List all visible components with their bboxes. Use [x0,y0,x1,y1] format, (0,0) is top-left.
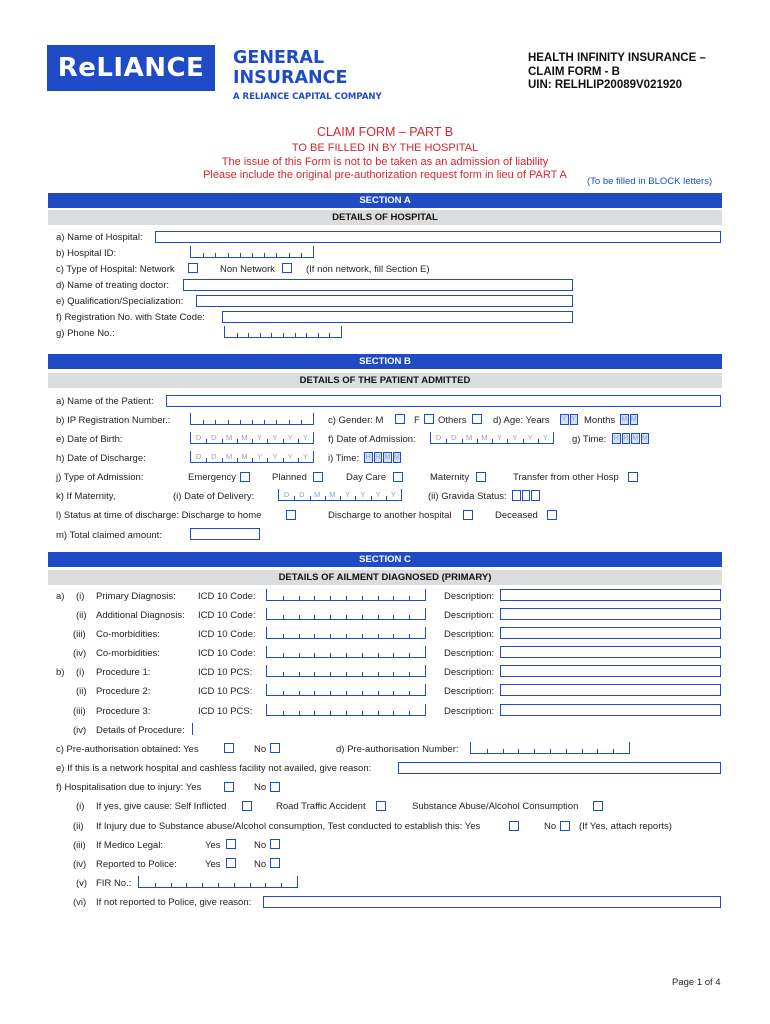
procedure-details-label: Details of Procedure: [96,725,185,736]
diagnosis-label: Primary Diagnosis: [96,591,176,602]
day-care-checkbox[interactable] [393,472,403,482]
cashless-reason-label: e) If this is a network hospital and cashless facility not availed, give reason: [56,763,372,774]
admission-time-label: g) Time: [572,434,607,445]
doc-title-line3: UIN: RELHLIP20089V021920 [528,79,683,91]
icd-pcs-field[interactable] [266,665,426,677]
emergency-checkbox[interactable] [240,472,250,482]
icd-code-label: ICD 10 Code: [198,648,256,659]
description-label: Description: [444,706,495,717]
if-maternity-label: k) If Maternity, [56,491,116,502]
doctor-name-label: d) Name of treating doctor: [56,280,169,291]
patient-name-field[interactable] [166,395,721,407]
dob-label: e) Date of Birth: [56,434,123,445]
description-label: Description: [444,686,495,697]
company-line2: INSURANCE [233,68,348,88]
preauth-obtained-label: c) Pre-authorisation obtained: Yes [56,744,199,755]
injury-no-checkbox[interactable] [270,782,280,792]
claim-form-title: CLAIM FORM – PART B [316,125,454,139]
age-years-label: d) Age: Years [493,415,550,426]
icd-pcs-label: ICD 10 PCS: [198,706,253,717]
registration-field[interactable] [222,311,573,323]
gravida-field[interactable] [512,490,541,501]
section-b-bar: SECTION B [48,354,722,369]
discharge-home-checkbox[interactable] [286,510,296,520]
hospital-id-label: b) Hospital ID: [56,248,117,259]
block-letters-note: (To be filled in BLOCK letters) [587,176,713,187]
police-yes-checkbox[interactable] [226,858,236,868]
row-number: (ii) [73,821,84,832]
gravida-cell [512,490,521,501]
self-inflicted-checkbox[interactable] [242,801,252,811]
reliance-logo: ReLIANCE [47,45,215,91]
medico-legal-label: If Medico Legal: [96,840,164,851]
time-digit: M [384,454,391,461]
preauth-no-label: No [254,744,267,755]
substance-test-no-label: No [544,821,557,832]
planned-checkbox[interactable] [313,472,323,482]
doctor-name-field[interactable] [183,279,573,291]
substance-test-yes-checkbox[interactable] [509,821,519,831]
deceased-label: Deceased [495,510,538,521]
procedure-details-field[interactable] [191,723,193,735]
non-network-checkbox[interactable] [282,263,292,273]
registration-label: f) Registration No. with State Code: [56,312,205,323]
age-months-label: Months [584,415,616,426]
qualification-label: e) Qualification/Specialization: [56,296,184,307]
diagnosis-label: Additional Diagnosis: [96,610,185,621]
time-digit: H [623,435,629,442]
police-no-label: No [254,859,267,870]
total-claimed-field[interactable] [190,528,260,540]
procedure-label: Procedure 3: [96,706,151,717]
diagnosis-label: Co-morbidities: [96,629,160,640]
doc-title-line1: HEALTH INFINITY INSURANCE – [528,52,706,64]
icd-code-field[interactable] [266,608,426,620]
gender-others-checkbox[interactable] [472,414,482,424]
reported-police-label: Reported to Police: [96,859,177,870]
dob-field[interactable]: D D M M Y Y Y Y [190,432,314,444]
icd-pcs-label: ICD 10 PCS: [198,686,253,697]
icd-pcs-field[interactable] [266,684,426,696]
description-field[interactable] [500,665,721,677]
medico-yes-checkbox[interactable] [226,839,236,849]
row-number: (iii) [73,840,86,851]
medico-no-label: No [254,840,267,851]
diagnosis-label: Co-morbidities: [96,648,160,659]
attach-reports-note: (If Yes, attach reports) [579,821,672,832]
network-checkbox[interactable] [188,263,198,273]
ip-registration-field[interactable] [190,413,314,425]
hospital-id-field[interactable] [190,246,314,258]
injury-yes-checkbox[interactable] [224,782,234,792]
phone-label: g) Phone No.: [56,328,115,339]
preauth-no-checkbox[interactable] [270,743,280,753]
non-network-note: (If non network, fill Section E) [306,264,430,275]
maternity-checkbox[interactable] [476,472,486,482]
gender-female-checkbox[interactable] [424,414,434,424]
non-network-label: Non Network [220,264,275,275]
description-field[interactable] [500,627,721,639]
description-field[interactable] [500,684,721,696]
section-a-title: DETAILS OF HOSPITAL [48,210,722,225]
gravida-cell [531,490,540,501]
age-digit: Y [561,416,567,423]
intro-line2: The issue of this Form is not to be taken as an admission of liability [221,156,549,168]
dod-field[interactable]: D D M M Y Y Y Y [190,451,314,463]
medico-no-checkbox[interactable] [270,839,280,849]
company-tagline: A RELIANCE CAPITAL COMPANY [233,92,382,102]
hospital-type-label: c) Type of Hospital: Network [56,264,175,275]
road-accident-label: Road Traffic Accident [276,801,366,812]
time-digit: M [641,435,648,442]
medico-yes-label: Yes [205,840,221,851]
age-months-field[interactable] [620,414,639,425]
row-number: (vi) [73,897,87,908]
discharge-status-label: l) Status at time of discharge: Discharge to home [56,510,262,521]
description-label: Description: [444,648,495,659]
emergency-label: Emergency [188,472,237,483]
intro-line3: Please include the original pre-authorization request form in lieu of PART A [203,169,567,181]
substance-abuse-checkbox[interactable] [593,801,603,811]
section-a-bar: SECTION A [48,193,722,208]
description-label: Description: [444,629,495,640]
gender-others-label: Others [438,415,467,426]
fir-number-label: FIR No.: [96,878,132,889]
total-claimed-label: m) Total claimed amount: [56,530,162,541]
gender-male-checkbox[interactable] [395,414,405,424]
doc-title-line2: CLAIM FORM - B [528,65,620,78]
icd-code-field[interactable] [266,627,426,639]
row-number: (i) [76,591,85,602]
section-c-title: DETAILS OF AILMENT DIAGNOSED (PRIMARY) [48,570,722,585]
time-digit: M [632,435,639,442]
injury-cause-label: If yes, give cause: Self Inflicted [96,801,227,812]
gender-female-label: F [414,415,420,426]
qualification-field[interactable] [196,295,573,307]
deceased-checkbox[interactable] [547,510,557,520]
delivery-date-label: (i) Date of Delivery: [173,491,255,502]
row-number: (i) [76,801,85,812]
row-number: (ii) [76,610,87,621]
age-digit: Y [571,416,577,423]
ip-registration-label: b) IP Registration Number.: [56,415,171,426]
procedure-label: Procedure 2: [96,686,151,697]
dod-label: h) Date of Discharge: [56,453,146,464]
preauth-number-label: d) Pre-authorisation Number: [336,744,459,755]
description-field[interactable] [500,704,721,716]
not-reported-reason-label: If not reported to Police, give reason: [96,897,252,908]
admission-time-field[interactable] [612,433,650,444]
icd-pcs-label: ICD 10 PCS: [198,667,253,678]
discharge-other-checkbox[interactable] [463,510,473,520]
row-number: (iii) [73,706,86,717]
section-c-bar: SECTION C [48,552,722,567]
police-yes-label: Yes [205,859,221,870]
row-number: (i) [76,667,85,678]
description-field[interactable] [500,589,721,601]
patient-name-label: a) Name of the Patient: [56,396,154,407]
substance-abuse-label: Substance Abuse/Alcohol Consumption [412,801,579,812]
gravida-cell [522,490,531,501]
months-digit: M [630,416,637,423]
discharge-time-label: i) Time: [328,453,360,464]
icd-code-label: ICD 10 Code: [198,610,256,621]
procedure-label: Procedure 1: [96,667,151,678]
description-label: Description: [444,610,495,621]
page-number: Page 1 of 4 [672,977,721,988]
gravida-label: (ii) Gravida Status: [428,491,507,502]
description-label: Description: [444,667,495,678]
time-digit: H [375,454,381,461]
preauth-number-field[interactable] [470,742,630,754]
doa-field[interactable]: D D M M Y Y Y Y [430,432,554,444]
admission-type-label: j) Type of Admission: [56,472,144,483]
not-reported-reason-field[interactable] [263,896,721,908]
discharge-other-label: Discharge to another hospital [328,510,452,521]
cashless-reason-field[interactable] [398,762,721,774]
intro-line1: TO BE FILLED IN BY THE HOSPITAL [291,142,479,154]
hospital-name-label: a) Name of Hospital: [56,232,143,243]
gender-label: c) Gender: M [328,415,384,426]
day-care-label: Day Care [346,472,387,483]
description-field[interactable] [500,646,721,658]
row-number: (ii) [76,686,87,697]
police-no-checkbox[interactable] [270,858,280,868]
injury-hospitalisation-label: f) Hospitalisation due to injury: Yes [56,782,202,793]
substance-test-no-checkbox[interactable] [560,821,570,831]
row-number: (v) [76,878,88,889]
procedure-section-marker: b) [56,667,65,678]
transfer-label: Transfer from other Hosp [513,472,619,483]
time-digit: H [365,454,371,461]
planned-label: Planned [272,472,307,483]
months-digit: M [621,416,628,423]
row-number: (iv) [73,725,87,736]
icd-code-label: ICD 10 Code: [198,629,256,640]
time-digit: M [393,454,400,461]
description-field[interactable] [500,608,721,620]
company-name [233,48,347,88]
section-b-title: DETAILS OF THE PATIENT ADMITTED [48,373,722,388]
time-digit: H [613,435,619,442]
age-years-field[interactable] [560,414,579,425]
row-number: (iv) [73,859,87,870]
discharge-time-field[interactable] [364,452,402,463]
document-title [528,52,706,93]
injury-no-label: No [254,782,267,793]
company-line1: GENERAL [233,48,325,68]
hospital-name-field[interactable] [155,231,721,243]
icd-code-field[interactable] [266,646,426,658]
diagnosis-section-marker: a) [56,591,65,602]
doa-label: f) Date of Admission: [328,434,416,445]
preauth-yes-checkbox[interactable] [224,743,234,753]
substance-test-label: If Injury due to Substance abuse/Alcohol consumption, Test conducted to establish this: Yes [96,821,481,832]
phone-field[interactable] [224,326,342,338]
row-number: (iii) [73,629,86,640]
road-accident-checkbox[interactable] [376,801,386,811]
delivery-date-field[interactable]: D D M M Y Y Y Y [278,489,402,501]
maternity-label: Maternity [430,472,470,483]
transfer-checkbox[interactable] [628,472,638,482]
fir-number-field[interactable] [138,876,298,888]
row-number: (iv) [73,648,87,659]
icd-code-field[interactable] [266,589,426,601]
icd-code-label: ICD 10 Code: [198,591,256,602]
icd-pcs-field[interactable] [266,704,426,716]
description-label: Description: [444,591,495,602]
